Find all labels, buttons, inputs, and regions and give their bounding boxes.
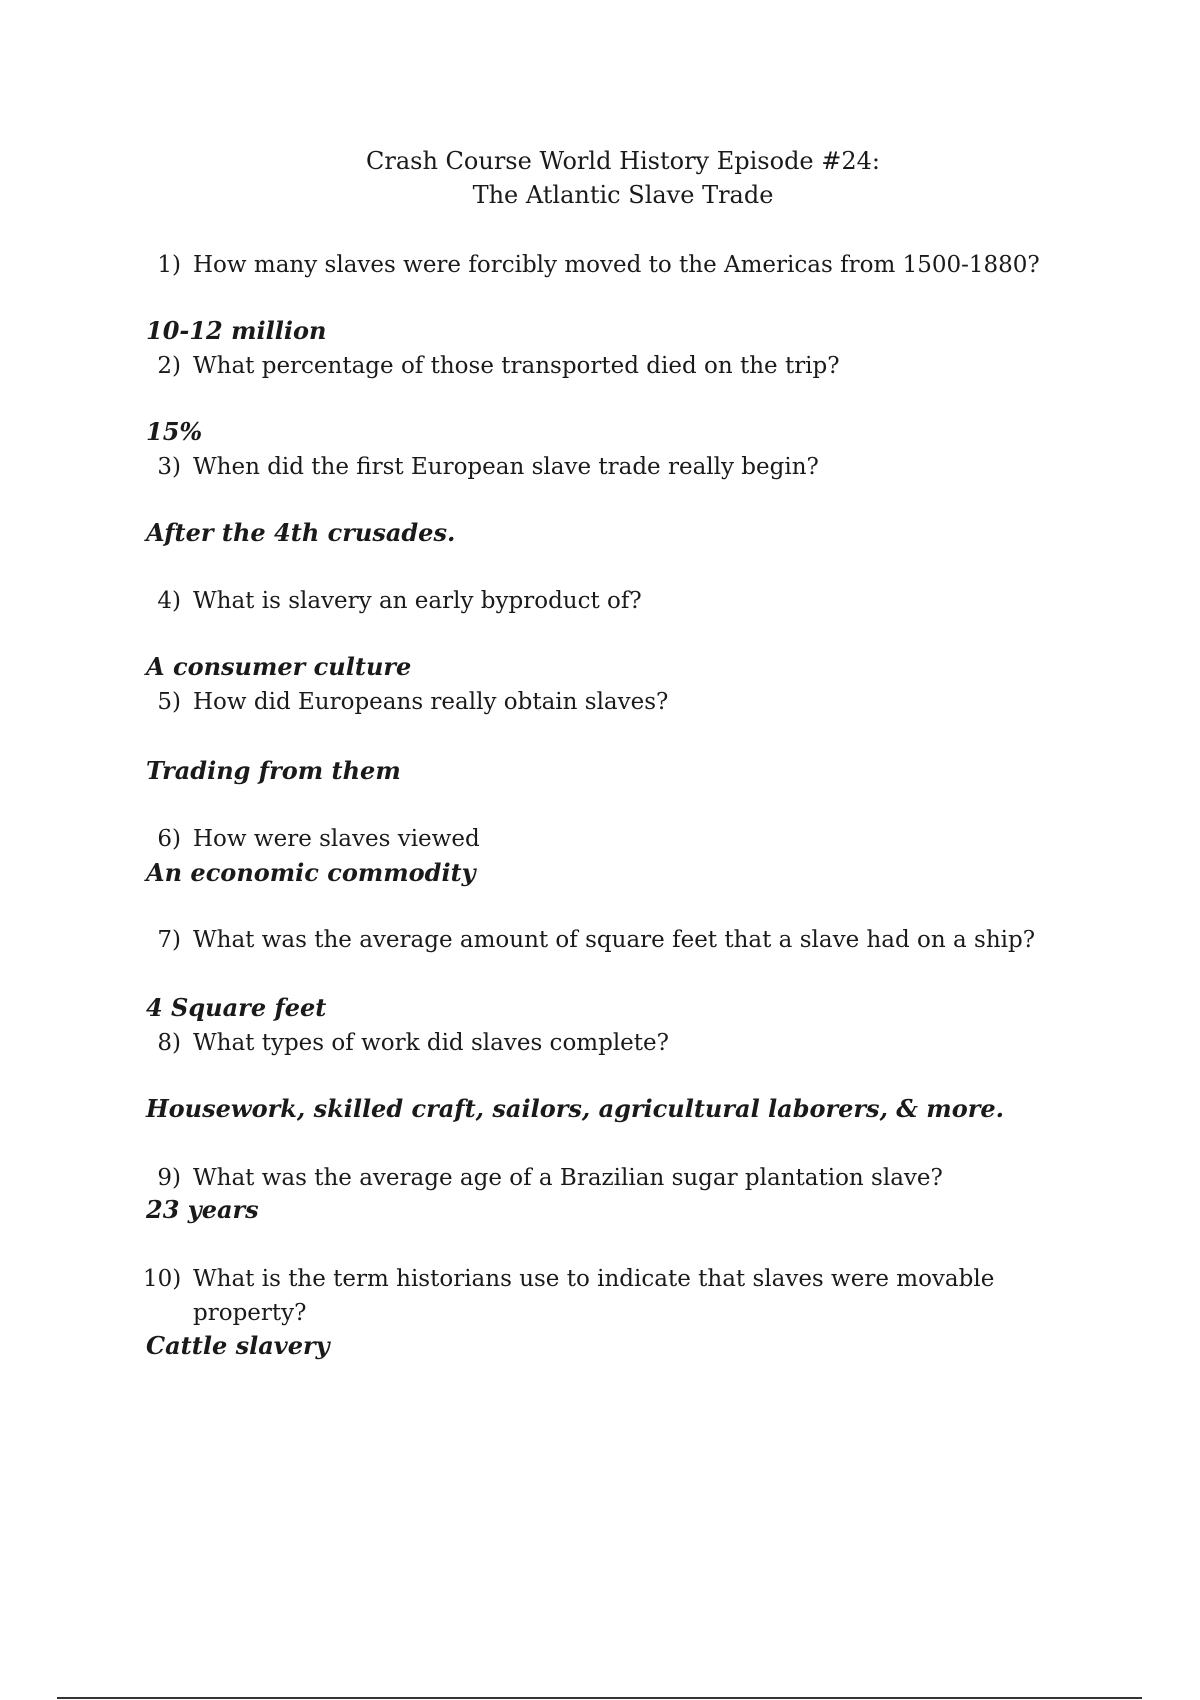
title-line-1: Crash Course World History Episode #24:: [366, 147, 880, 175]
question-number: 6): [157, 826, 181, 852]
question-6: [143, 822, 480, 856]
title-line-2: The Atlantic Slave Trade: [472, 181, 774, 209]
answer-1: 10-12 million: [146, 316, 327, 345]
question-4: [143, 584, 642, 618]
question-2: [143, 349, 840, 383]
answer-8: Housework, skilled craft, sailors, agricultural laborers, & more.: [146, 1094, 1004, 1123]
question-number: 10): [143, 1266, 182, 1292]
answer-4: A consumer culture: [146, 652, 412, 681]
question-text: What types of work did slaves complete?: [193, 1030, 669, 1056]
question-text: How many slaves were forcibly moved to the Americas from 1500-1880?: [193, 252, 1040, 278]
question-text: What percentage of those transported died on the trip?: [193, 353, 840, 379]
answer-2: 15%: [146, 417, 203, 446]
question-text: What was the average amount of square feet that a slave had on a ship?: [193, 927, 1036, 953]
question-number: 5): [157, 689, 181, 715]
answer-7: 4 Square feet: [146, 993, 327, 1022]
answer-9: 23 years: [146, 1195, 259, 1224]
answer-10: Cattle slavery: [146, 1331, 330, 1360]
question-number: 9): [157, 1165, 181, 1191]
question-text: What was the average age of a Brazilian sugar plantation slave?: [193, 1165, 943, 1191]
question-number: 1): [157, 252, 181, 278]
question-text: How were slaves viewed: [193, 826, 480, 852]
question-8: [143, 1026, 669, 1060]
question-text: What is slavery an early byproduct of?: [193, 588, 642, 614]
question-number: 8): [157, 1030, 181, 1056]
question-text: What is the term historians use to indicate that slaves were movable property?: [193, 1266, 995, 1326]
question-text: When did the first European slave trade really begin?: [193, 454, 819, 480]
question-number: 3): [157, 454, 181, 480]
answer-3: After the 4th crusades.: [146, 518, 456, 547]
bottom-divider: [57, 1697, 1142, 1699]
question-number: 4): [157, 588, 181, 614]
question-text: How did Europeans really obtain slaves?: [193, 689, 669, 715]
question-number: 2): [157, 353, 181, 379]
question-5: [143, 685, 668, 719]
question-7: [143, 923, 1035, 957]
question-1: [143, 248, 1040, 282]
answer-6: An economic commodity: [146, 858, 476, 887]
question-9: [143, 1161, 943, 1195]
question-3: [143, 450, 819, 484]
question-10: [143, 1262, 1013, 1330]
question-number: 7): [157, 927, 181, 953]
answer-5: Trading from them: [146, 756, 401, 785]
